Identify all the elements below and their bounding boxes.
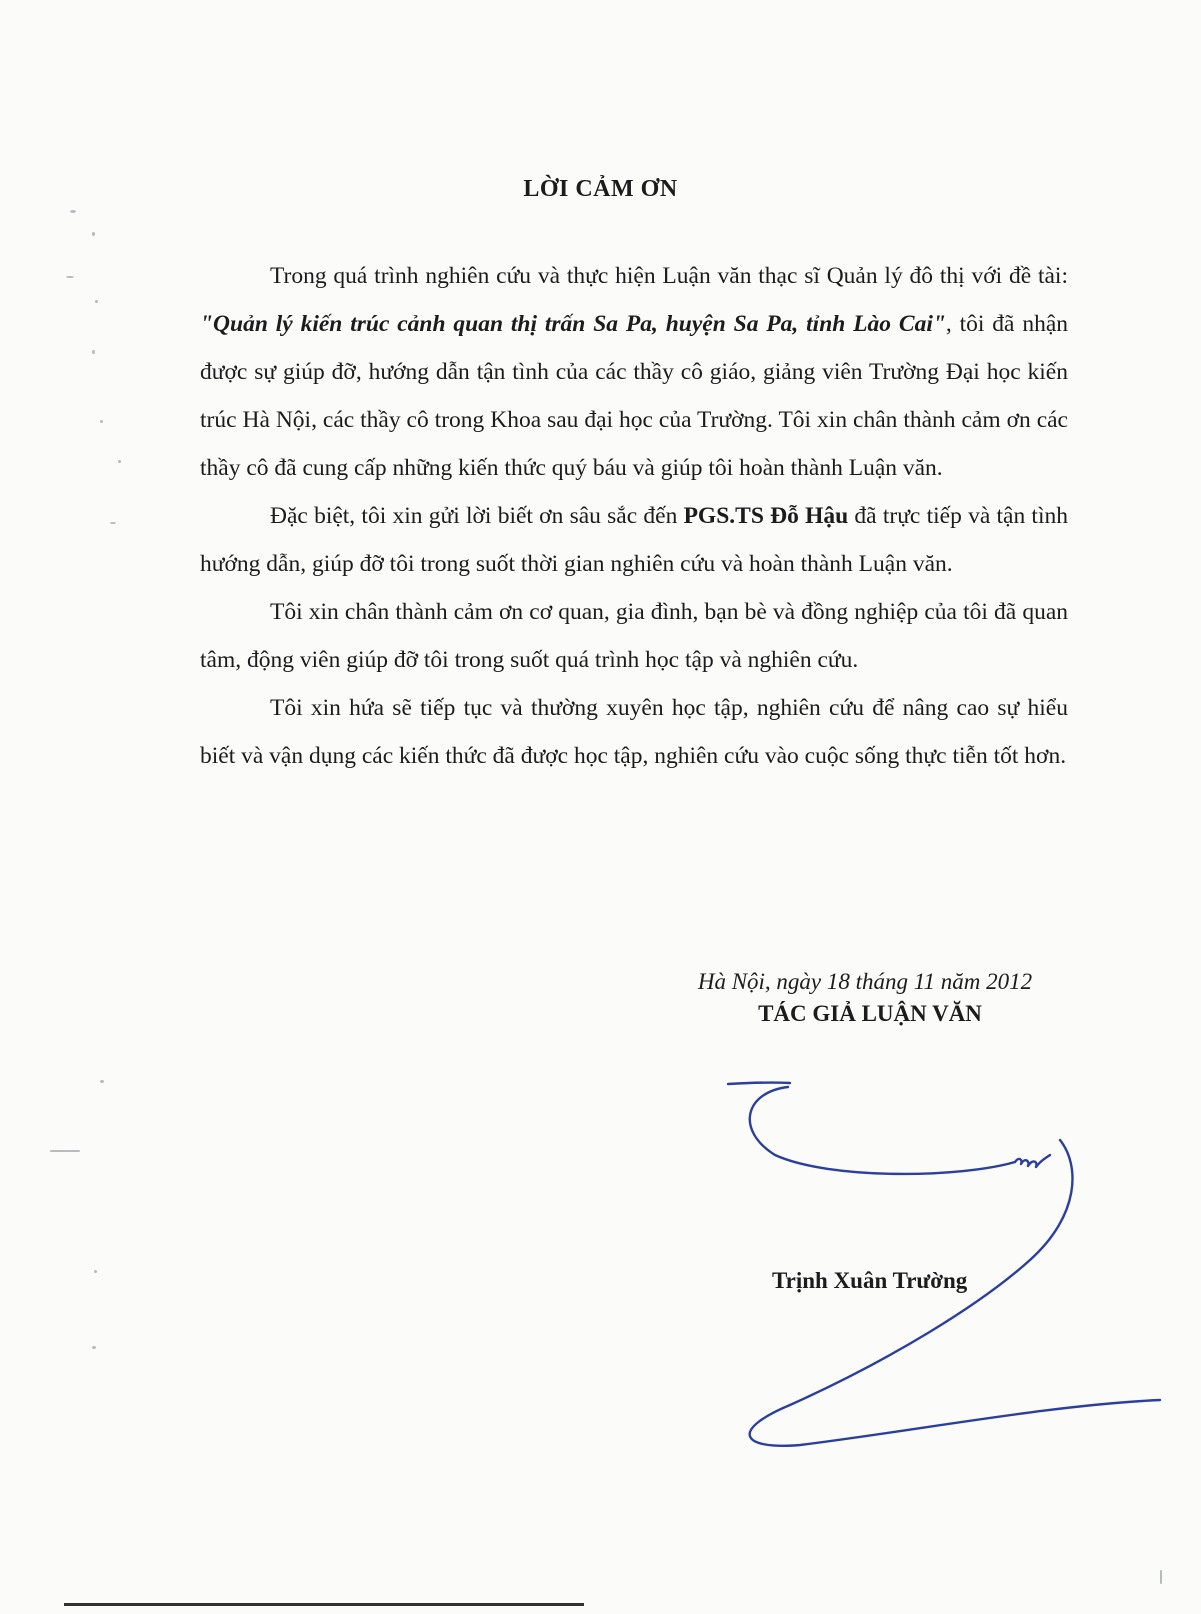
paragraph-4: Tôi xin hứa sẽ tiếp tục và thường xuyên học tập, nghiên cứu để nâng cao sự hiểu biết và vận dụng các kiến thức đã được học tập, nghiên cứu vào cuộc sống thực tiễn tốt hơn. bbox=[200, 695, 1068, 769]
paragraph-2-rest: đã trực tiếp và tận tình hướng dẫn, giúp đỡ tôi trong suốt thời gian nghiên cứu và hoàn thành Luận văn. bbox=[200, 503, 1068, 577]
scan-speck bbox=[110, 522, 116, 524]
paragraph-1-intro: Trong quá trình nghiên cứu và thực hiện Luận văn thạc sĩ Quản lý đô thị với đề tài: bbox=[270, 263, 1068, 289]
scan-speck bbox=[100, 420, 103, 423]
thesis-title: "Quản lý kiến trúc cảnh quan thị trấn Sa Pa, huyện Sa Pa, tỉnh Lào Cai" bbox=[200, 311, 946, 337]
scan-speck bbox=[94, 1270, 97, 1273]
advisor-name: PGS.TS Đỗ Hậu bbox=[683, 503, 849, 529]
paragraph-2 bbox=[200, 492, 1068, 588]
scan-speck bbox=[1160, 1570, 1162, 1584]
scan-speck bbox=[50, 1150, 80, 1152]
paragraph-1-rest: , tôi đã nhận được sự giúp đỡ, hướng dẫn tận tình của các thầy cô giáo, giảng viên Trường Đại học kiến trúc Hà Nội, các thầy cô trong Khoa sau đại học của Trường. Tôi xin chân thành cảm ơn các thầy cô đã cung cấp những kiến thức quý báu và giúp tôi hoàn thành Luận văn. bbox=[200, 311, 1069, 481]
paragraph-1 bbox=[200, 252, 1068, 492]
signature-date: Hà Nội, ngày 18 tháng 11 năm 2012 bbox=[697, 969, 1033, 994]
signature-block bbox=[600, 966, 1080, 1030]
scan-speck bbox=[92, 350, 95, 354]
page-title: LỜI CẢM ƠN bbox=[523, 176, 678, 202]
scan-speck bbox=[92, 232, 95, 236]
scan-speck bbox=[95, 300, 98, 303]
scan-speck bbox=[70, 210, 76, 213]
signature-role: TÁC GIẢ LUẬN VĂN bbox=[758, 1001, 982, 1026]
paragraph-2-intro: Đặc biệt, tôi xin gửi lời biết ơn sâu sắc đến bbox=[270, 503, 684, 529]
acknowledgement-body bbox=[200, 252, 1068, 780]
scan-speck bbox=[118, 460, 121, 463]
author-name: Trịnh Xuân Trường bbox=[772, 1268, 968, 1293]
scan-speck bbox=[92, 1346, 96, 1349]
scan-speck bbox=[66, 276, 74, 278]
scan-speck bbox=[100, 1080, 104, 1083]
paragraph-3: Tôi xin chân thành cảm ơn cơ quan, gia đình, bạn bè và đồng nghiệp của tôi đã quan tâm, động viên giúp đỡ tôi trong suốt quá trình học tập và nghiên cứu. bbox=[200, 599, 1068, 673]
bottom-rule bbox=[64, 1603, 584, 1606]
